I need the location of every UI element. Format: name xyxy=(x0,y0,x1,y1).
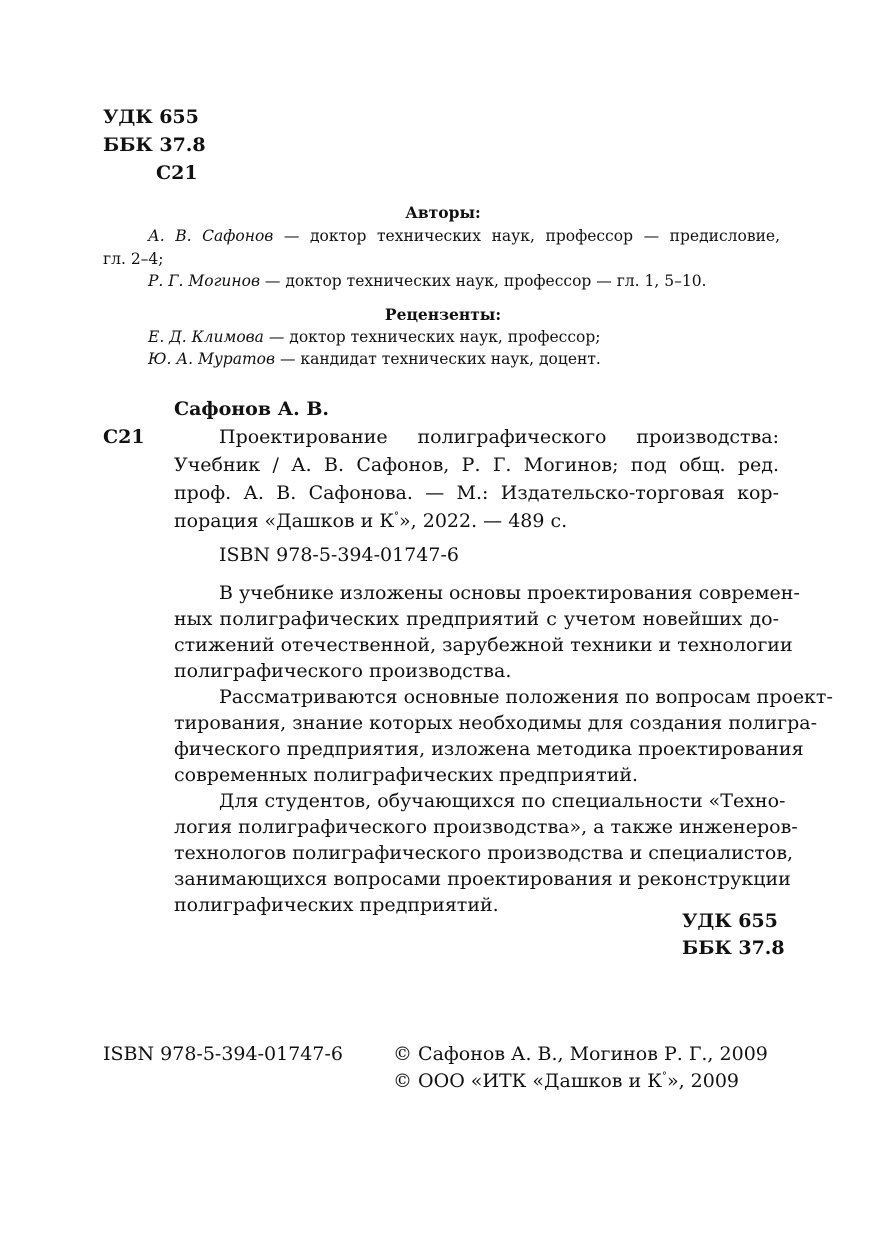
copyright-publisher xyxy=(393,1070,739,1092)
author-entry xyxy=(148,227,780,245)
copyright-authors: © Сафонов А. В., Могинов Р. Г., 2009 xyxy=(393,1043,768,1065)
annotation-line: логия полиграфического производства», а также инженеров- xyxy=(174,816,798,838)
catalog-isbn: ISBN 978-5-394-01747-6 xyxy=(219,544,459,566)
author-role: — доктор технических наук, профессор — предисловие, xyxy=(273,227,780,245)
reviewer-name: Ю. А. Муратов xyxy=(148,350,276,368)
annotation-line: современных полиграфических предприятий. xyxy=(174,764,639,786)
annotation-line: тирования, знание которых необходимы для создания полигра- xyxy=(174,712,818,734)
author-entry xyxy=(148,272,707,290)
annotation-line: Для студентов, обучающихся по специальности «Техно- xyxy=(219,790,786,812)
bbk-code: ББК 37.8 xyxy=(103,134,206,156)
degree-mark: ° xyxy=(394,511,400,522)
catalog-line: Учебник / А. В. Сафонов, Р. Г. Могинов; под общ. ред. xyxy=(174,454,779,476)
author-role: — доктор технических наук, профессор — гл. 1, 5–10. xyxy=(259,272,707,290)
catalog-author-heading: Сафонов А. В. xyxy=(174,398,330,420)
author-role-cont: гл. 2–4; xyxy=(103,250,164,268)
reviewer-role: — доктор технических наук, профессор; xyxy=(263,328,601,346)
annotation-bbk: ББК 37.8 xyxy=(682,937,785,959)
catalog-line: Проектирование полиграфического производства: xyxy=(219,426,779,448)
udk-code: УДК 655 xyxy=(103,106,199,128)
reviewer-entry xyxy=(148,350,601,368)
annotation-line: полиграфических предприятий. xyxy=(174,894,499,916)
authors-heading: Авторы: xyxy=(405,203,481,222)
catalog-text: порация «Дашков и К xyxy=(174,510,395,532)
annotation-line: стижений отечественной, зарубежной техники и технологии xyxy=(174,634,793,656)
annotation-line: полиграфического производства. xyxy=(174,660,512,682)
reviewer-role: — кандидат технических наук, доцент. xyxy=(275,350,601,368)
footer-isbn: ISBN 978-5-394-01747-6 xyxy=(103,1043,343,1065)
reviewer-entry xyxy=(148,328,601,346)
catalog-text: », 2022. — 489 с. xyxy=(399,510,568,532)
reviewer-name: Е. Д. Климова xyxy=(148,328,264,346)
author-name: А. В. Сафонов xyxy=(148,227,274,245)
annotation-line: Рассматриваются основные положения по вопросам проект- xyxy=(219,686,833,708)
annotation-line: В учебнике изложены основы проектирования современ- xyxy=(219,582,800,604)
catalog-line: проф. А. В. Сафонова. — М.: Издательско-торговая кор- xyxy=(174,482,779,504)
degree-mark: ° xyxy=(661,1071,667,1082)
annotation-line: ных полиграфических предприятий с учетом новейших до- xyxy=(174,608,779,630)
copyright-text: », 2009 xyxy=(666,1070,740,1092)
annotation-udk: УДК 655 xyxy=(682,910,778,932)
author-name: Р. Г. Могинов xyxy=(148,272,260,290)
author-mark: С21 xyxy=(156,162,198,184)
copyright-text: © ООО «ИТК «Дашков и К xyxy=(393,1070,662,1092)
annotation-line: технологов полиграфического производства и специалистов, xyxy=(174,842,794,864)
catalog-line xyxy=(174,510,567,532)
reviewers-heading: Рецензенты: xyxy=(384,305,502,324)
annotation-line: фического предприятия, изложена методика проектирования xyxy=(174,738,804,760)
catalog-mark: С21 xyxy=(103,426,145,448)
annotation-line: занимающихся вопросами проектирования и реконструкции xyxy=(174,868,791,890)
